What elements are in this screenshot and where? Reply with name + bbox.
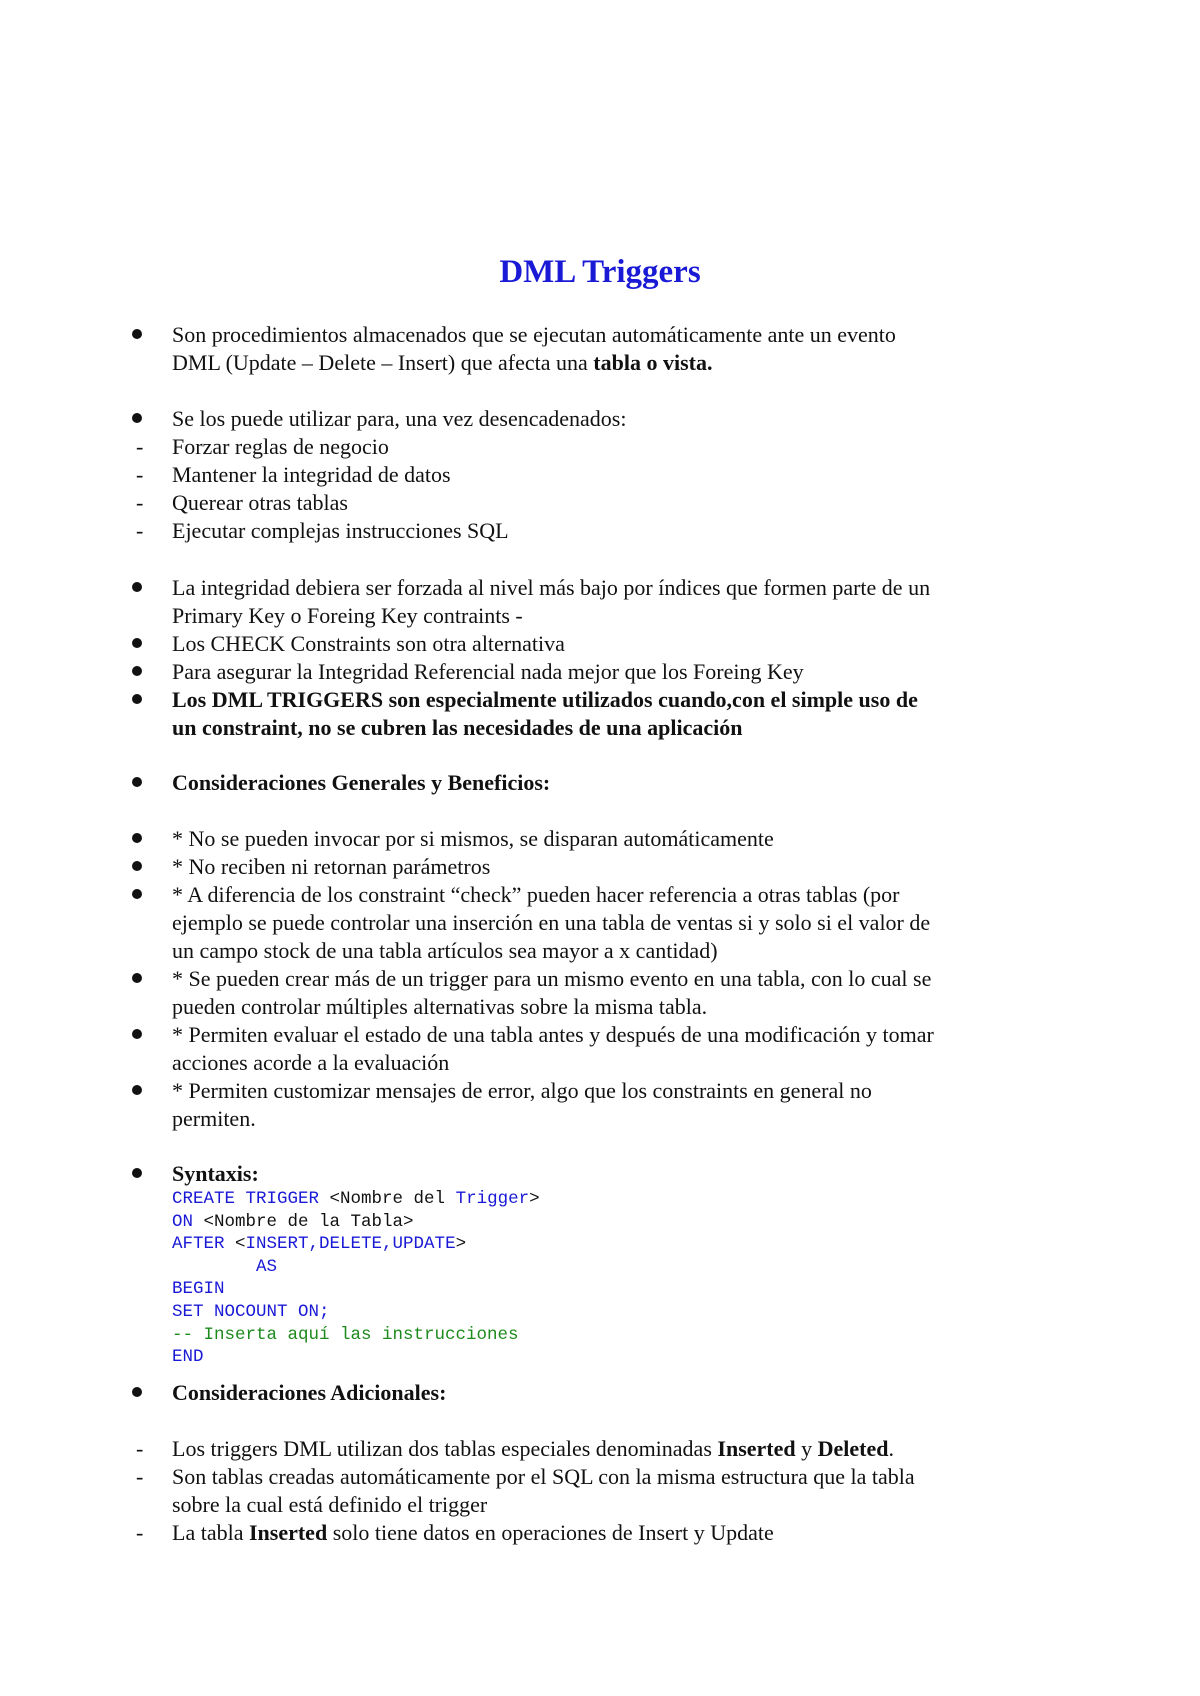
syntax-code-block	[172, 1188, 540, 1369]
benefit-item-cont: ejemplo se puede controlar una inserción en una tabla de ventas si y solo si el valor de	[172, 910, 931, 935]
bullet-icon	[132, 638, 142, 648]
dash-marker: -	[136, 1464, 144, 1489]
list-item: Forzar reglas de negocio	[172, 434, 389, 459]
code-line: ON <Nombre de la Tabla>	[172, 1211, 414, 1232]
bullet-icon	[132, 1387, 142, 1397]
list-item: Querear otras tablas	[172, 490, 348, 515]
benefit-item: * No se pueden invocar por si mismos, se disparan automáticamente	[172, 826, 774, 851]
additional-item: Los triggers DML utilizan dos tablas especiales denominadas Inserted y Deleted.	[172, 1436, 894, 1461]
bullet-icon	[132, 889, 142, 899]
bullet-icon	[132, 666, 142, 676]
dash-marker: -	[136, 490, 144, 515]
additional-item: Son tablas creadas automáticamente por el SQL con la misma estructura que la tabla	[172, 1464, 915, 1489]
code-line: SET NOCOUNT ON;	[172, 1301, 330, 1322]
bullet-icon	[132, 582, 142, 592]
bullet-icon	[132, 1168, 142, 1178]
bullet-icon	[132, 777, 142, 787]
code-line: AS	[172, 1256, 278, 1277]
dash-marker: -	[136, 434, 144, 459]
bullet-icon	[132, 413, 142, 423]
additional-item-cont: sobre la cual está definido el trigger	[172, 1492, 488, 1517]
integrity-line-2: Primary Key o Foreing Key contraints -	[172, 603, 523, 628]
benefit-item-cont: acciones acorde a la evaluación	[172, 1050, 450, 1075]
bullet-icon	[132, 861, 142, 871]
bullet-icon	[132, 833, 142, 843]
intro-line-2: DML (Update – Delete – Insert) que afecta una tabla o vista.	[172, 350, 713, 375]
list-item: Ejecutar complejas instrucciones SQL	[172, 518, 509, 543]
check-constraints-line: Los CHECK Constraints son otra alternativa	[172, 631, 565, 656]
code-line: END	[172, 1347, 204, 1368]
bullet-icon	[132, 694, 142, 704]
dml-triggers-line-2: un constraint, no se cubren las necesidades de una aplicación	[172, 715, 743, 740]
dml-triggers-line-1: Los DML TRIGGERS son especialmente utilizados cuando,con el simple uso de	[172, 687, 918, 712]
syntax-heading: Syntaxis:	[172, 1161, 259, 1186]
bullet-icon	[132, 973, 142, 983]
additional-heading: Consideraciones Adicionales:	[172, 1380, 447, 1405]
list-item: Mantener la integridad de datos	[172, 462, 451, 487]
uses-lead: Se los puede utilizar para, una vez desencadenados:	[172, 406, 627, 431]
benefit-item-cont: permiten.	[172, 1106, 256, 1131]
code-line: CREATE TRIGGER <Nombre del Trigger>	[172, 1189, 540, 1209]
general-heading: Consideraciones Generales y Beneficios:	[172, 770, 551, 795]
benefit-item: * Permiten customizar mensajes de error, algo que los constraints en general no	[172, 1078, 872, 1103]
page-title: DML Triggers	[499, 254, 701, 290]
benefit-item-cont: pueden controlar múltiples alternativas sobre la misma tabla.	[172, 994, 708, 1019]
benefit-item: * No reciben ni retornan parámetros	[172, 854, 491, 879]
referential-integrity-line: Para asegurar la Integridad Referencial nada mejor que los Foreing Key	[172, 659, 804, 684]
dash-marker: -	[136, 518, 144, 543]
integrity-line-1: La integridad debiera ser forzada al nivel más bajo por índices que formen parte de un	[172, 575, 931, 600]
intro-line-1: Son procedimientos almacenados que se ejecutan automáticamente ante un evento	[172, 322, 896, 347]
dash-marker: -	[136, 462, 144, 487]
benefit-item: * A diferencia de los constraint “check” pueden hacer referencia a otras tablas (por	[172, 882, 900, 907]
additional-item: La tabla Inserted solo tiene datos en operaciones de Insert y Update	[172, 1520, 774, 1545]
code-line: BEGIN	[172, 1279, 225, 1300]
bullet-icon	[132, 1085, 142, 1095]
benefit-item-cont: un campo stock de una tabla artículos sea mayor a x cantidad)	[172, 938, 718, 963]
code-comment-line: -- Inserta aquí las instrucciones	[172, 1324, 519, 1345]
bullet-icon	[132, 1029, 142, 1039]
bullet-icon	[132, 329, 142, 339]
dash-marker: -	[136, 1436, 144, 1461]
dash-marker: -	[136, 1520, 144, 1545]
code-line: AFTER <INSERT,DELETE,UPDATE>	[172, 1234, 467, 1255]
benefit-item: * Permiten evaluar el estado de una tabla antes y después de una modificación y tomar	[172, 1022, 934, 1047]
benefit-item: * Se pueden crear más de un trigger para un mismo evento en una tabla, con lo cual se	[172, 966, 932, 991]
